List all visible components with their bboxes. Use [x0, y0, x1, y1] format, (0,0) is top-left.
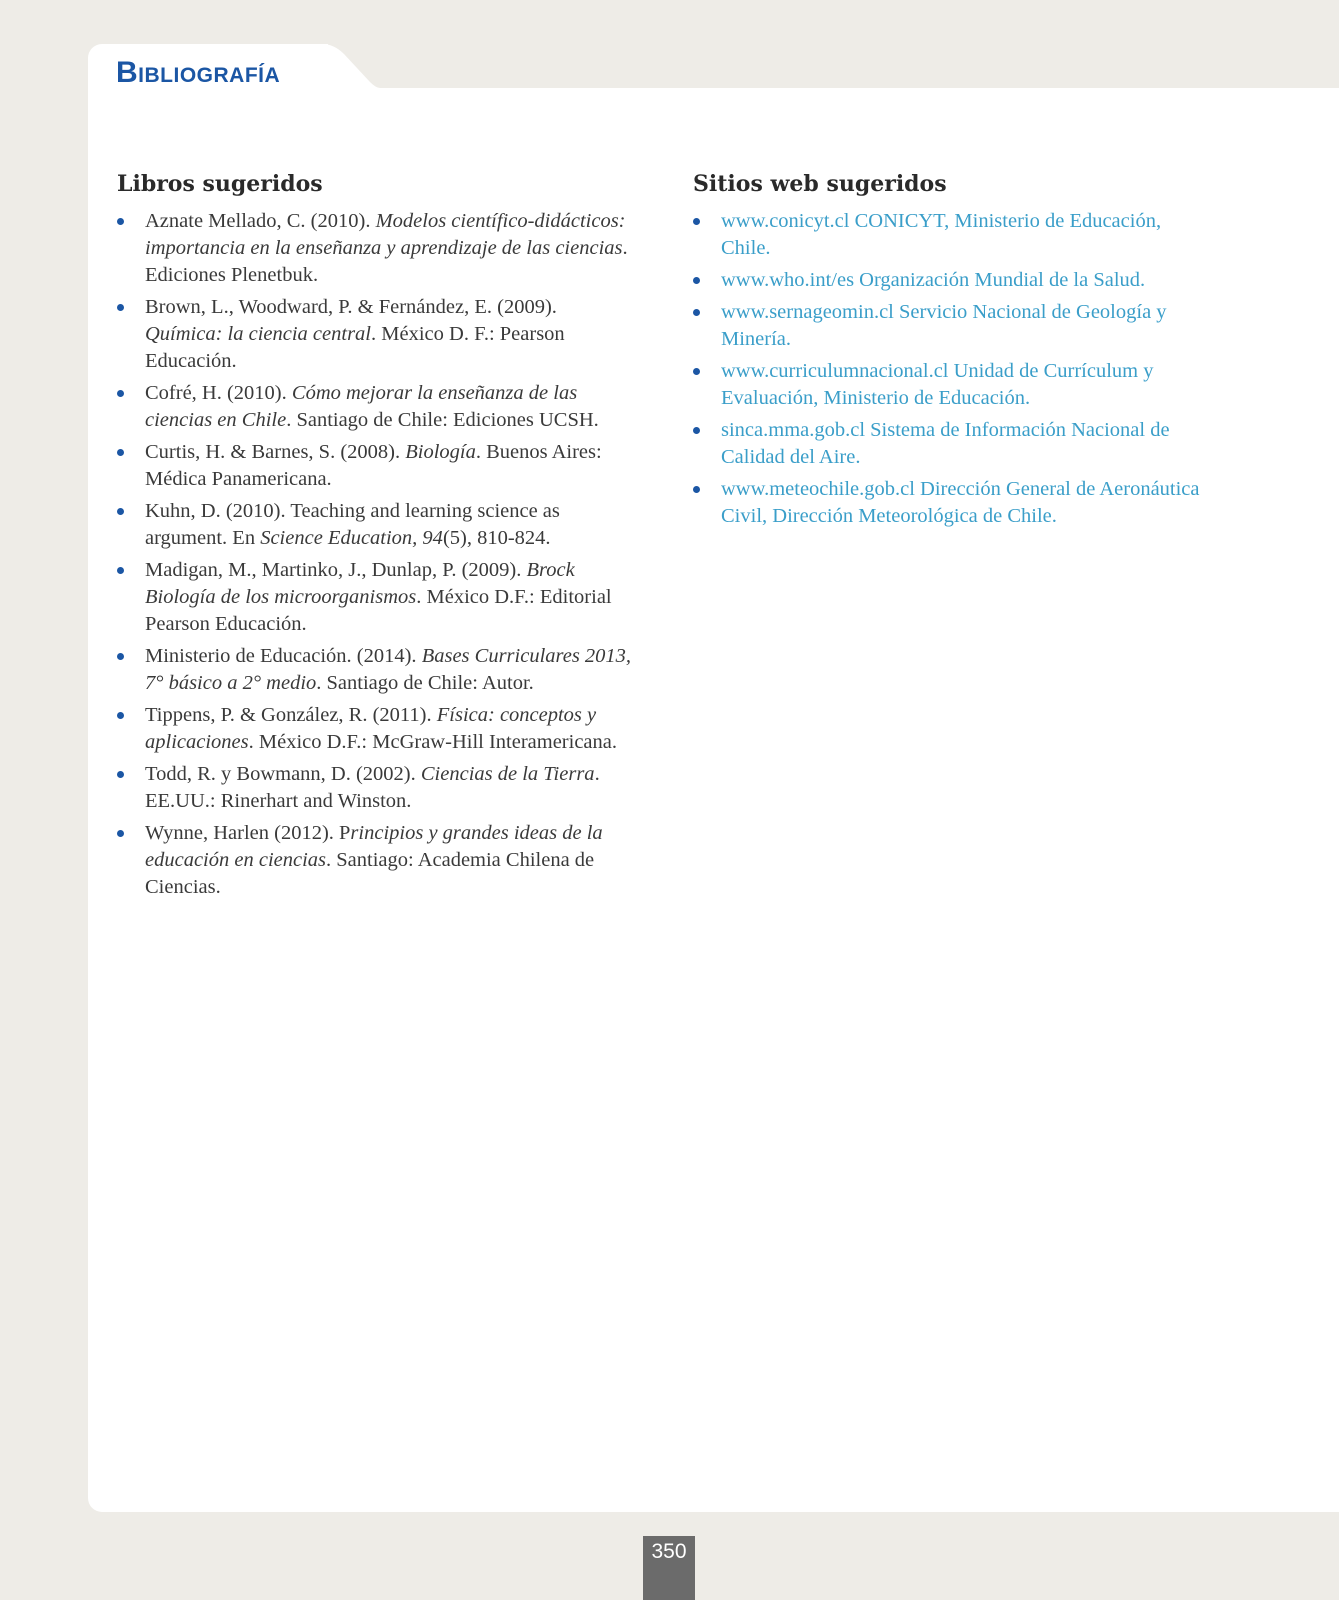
website-link-text[interactable]: sinca.mma.gob.cl Sistema de Información Nacional de Calidad del Aire.	[721, 419, 1170, 468]
reference-text: Brown, L., Woodward, P. & Fernández, E. (2009).	[145, 296, 557, 318]
book-reference	[117, 761, 637, 815]
website-link-text[interactable]: www.who.int/es Organización Mundial de la Salud.	[721, 269, 1146, 291]
reference-title: Biología	[405, 441, 476, 463]
websites-list	[693, 208, 1213, 530]
book-reference	[117, 557, 637, 638]
reference-publisher: . Buenos Aires: Médica Panamericana.	[145, 441, 602, 490]
bullet-icon	[117, 771, 124, 778]
reference-publisher: . México D. F.: Pearson Educación.	[145, 323, 565, 372]
websites-section-title: Sitios web sugeridos	[693, 171, 947, 197]
websites-section	[693, 168, 1213, 535]
bullet-icon	[693, 368, 700, 375]
reference-publisher: . Santiago: Academia Chilena de Ciencias.	[145, 849, 595, 898]
website-link-text[interactable]: www.curriculumnacional.cl Unidad de Currículum y Evaluación, Ministerio de Educación.	[721, 360, 1154, 409]
reference-title: Brock Biología de los microorganismos	[145, 559, 575, 608]
book-reference	[117, 439, 637, 493]
books-list	[117, 208, 637, 901]
website-link[interactable]	[693, 476, 1213, 530]
bullet-icon	[693, 309, 700, 316]
reference-publisher: . Santiago de Chile: Autor.	[316, 672, 534, 694]
reference-publisher: (5), 810-824.	[442, 527, 551, 549]
bullet-icon	[117, 449, 124, 456]
reference-publisher: . México D.F.: Editorial Pearson Educación.	[145, 586, 612, 635]
book-reference	[117, 820, 637, 901]
reference-text: Curtis, H. & Barnes, S. (2008).	[145, 441, 406, 463]
reference-text: Ministerio de Educación. (2014).	[145, 645, 422, 667]
reference-publisher: . Ediciones Plenetbuk.	[145, 237, 628, 286]
book-reference	[117, 498, 637, 552]
reference-text: Kuhn, D. (2010). Teaching and learning science as argument. En	[145, 500, 560, 549]
reference-title: Física: conceptos y aplicaciones	[145, 704, 597, 753]
bullet-icon	[117, 218, 124, 225]
bullet-icon	[117, 304, 124, 311]
title-tab-slant	[300, 44, 380, 88]
reference-title: Modelos científico-didácticos: importancia en la enseñanza y aprendizaje de las ciencias	[145, 210, 626, 259]
bullet-icon	[117, 508, 124, 515]
website-link-text[interactable]: www.conicyt.cl CONICYT, Ministerio de Educación, Chile.	[721, 210, 1162, 259]
website-link[interactable]	[693, 417, 1213, 471]
reference-publisher: . EE.UU.: Rinerhart and Winston.	[145, 763, 600, 812]
reference-publisher: . México D.F.: McGraw-Hill Interamericana.	[248, 731, 617, 753]
bullet-icon	[693, 427, 700, 434]
reference-text: Madigan, M., Martinko, J., Dunlap, P. (2009).	[145, 559, 527, 581]
reference-title: Bases Curriculares 2013, 7° básico a 2° medio	[145, 645, 632, 694]
bullet-icon	[117, 567, 124, 574]
bullet-icon	[117, 712, 124, 719]
reference-text: Aznate Mellado, C. (2010).	[145, 210, 376, 232]
bullet-icon	[693, 486, 700, 493]
reference-text: Todd, R. y Bowmann, D. (2002).	[145, 763, 421, 785]
page-title: Bibliografía	[116, 56, 281, 89]
books-section	[117, 168, 637, 906]
website-link-text[interactable]: www.sernageomin.cl Servicio Nacional de Geología y Minería.	[721, 301, 1167, 350]
reference-title: Química: la ciencia central	[145, 323, 372, 345]
reference-title: Cómo mejorar la enseñanza de las ciencias en Chile	[145, 382, 578, 431]
website-link[interactable]	[693, 299, 1213, 353]
reference-publisher: . Santiago de Chile: Ediciones UCSH.	[286, 409, 599, 431]
bullet-icon	[117, 653, 124, 660]
reference-text: Tippens, P. & González, R. (2011).	[145, 704, 437, 726]
books-section-title: Libros sugeridos	[117, 171, 323, 197]
page-number: 350	[643, 1536, 695, 1600]
book-reference	[117, 380, 637, 434]
website-link-text[interactable]: www.meteochile.gob.cl Dirección General de Aeronáutica Civil, Dirección Meteorológica de Chile.	[721, 478, 1200, 527]
reference-title: Science Education, 94	[260, 527, 443, 549]
book-reference	[117, 643, 637, 697]
bullet-icon	[693, 218, 700, 225]
book-reference	[117, 208, 637, 289]
reference-title: rincipios y grandes ideas de la educación en ciencias	[145, 822, 603, 871]
reference-text: Cofré, H. (2010).	[145, 382, 292, 404]
book-reference	[117, 294, 637, 375]
book-reference	[117, 702, 637, 756]
website-link[interactable]	[693, 358, 1213, 412]
bullet-icon	[117, 830, 124, 837]
website-link[interactable]	[693, 267, 1213, 294]
bullet-icon	[117, 390, 124, 397]
website-link[interactable]	[693, 208, 1213, 262]
reference-title: Ciencias de la Tierra	[420, 763, 595, 785]
reference-text: Wynne, Harlen (2012). P	[145, 822, 351, 844]
bullet-icon	[693, 277, 700, 284]
